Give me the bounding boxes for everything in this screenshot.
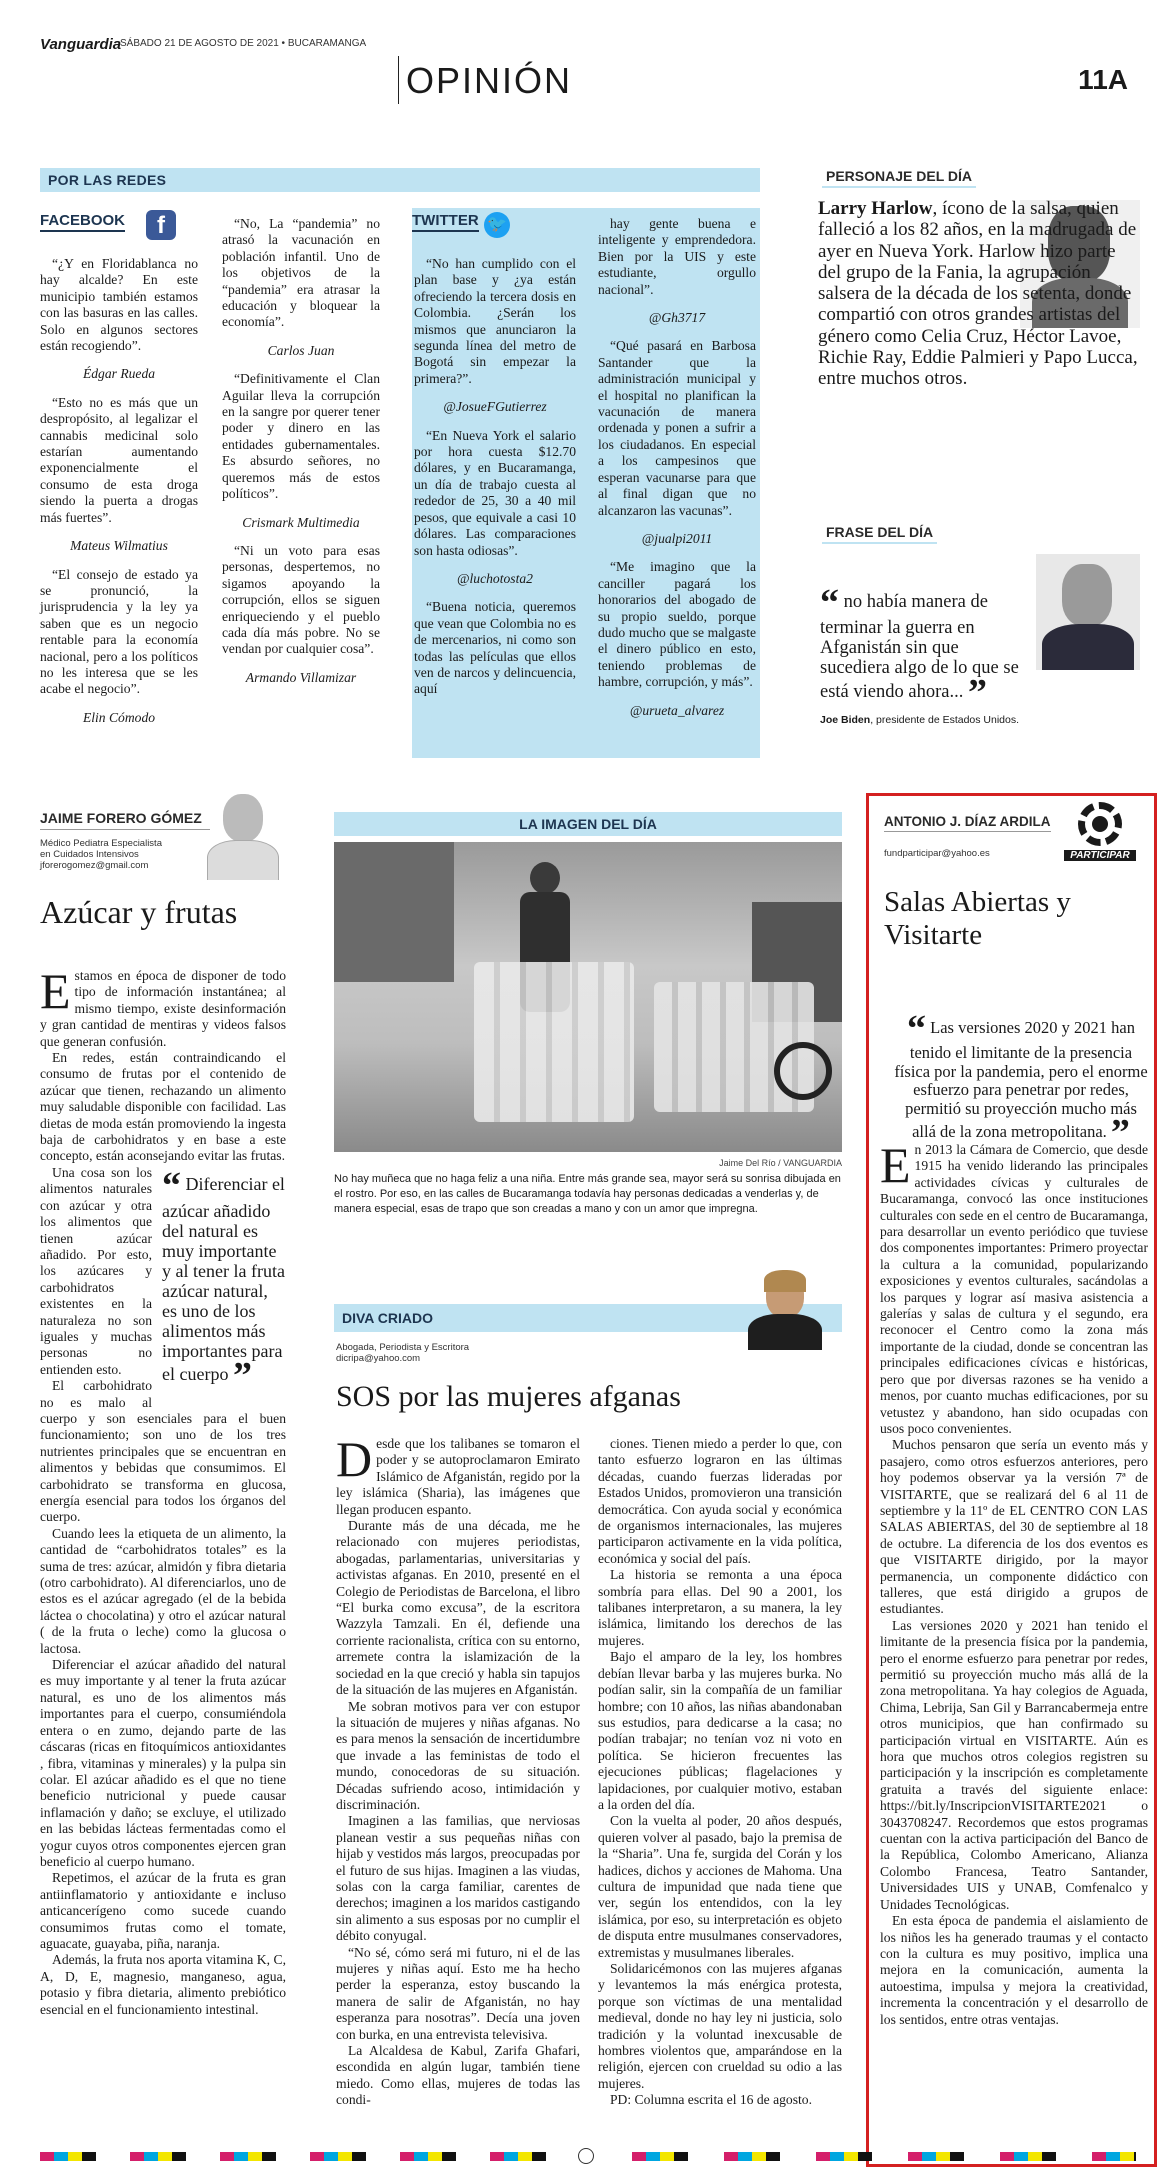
comment-text: “Buena noticia, queremos que vean que Colombia no es de mercenarios, ni como son todas las películas que ellos ven de narcos y delincuencia, aquí [414, 599, 576, 697]
facebook-label-row [40, 212, 190, 248]
print-color-bar-left [40, 2152, 580, 2161]
close-quote-icon: ” [232, 1354, 252, 1397]
diaz-paragraph: Las versiones 2020 y 2021 han tenido el limitante de la presencia física por la pandemia, pero el enorme esfuerzo para penetrar por redes, permitió su proyección mucho más allá de la zona metropolitana. Ya hay colegios de Aguada, Chima, Lebrija, San Gil y Barrancabermeja entre otros municipios, que han confirmado su participación virtual en VISITARTE. Aún es hora que muchos otros colegios registren su participación y la inscripción es completamente gratuita a través del siguiente enlace: https://bit.ly/InscripcionVISITARTE2021 o 3043708247. Recordemos que estos programas cuentan con la activa participación del Banco de la República, Colombo Americano, Alianza Colombo Francesa, Teatro Santander, Universidades UIS y UNAB, Comfenalco y Unidades Tecnológicas. [880, 1617, 1148, 1912]
section-title: OPINIÓN [406, 60, 573, 101]
diaz-paragraph: n 2013 la Cámara de Comercio, que desde 1915 ha venido liderando las principales actividades cívicas y culturales de Bucaramanga, convocó las once instituciones culturales con sede en el centro de Bucaramanga, para desarrollar un evento periódico que tuviese dos componentes importantes: Primero proyectar la cultura a la comunidad, popularizando exposiciones y eventos culturales, sacándolas a los parques y lograr así masiva asistencia a galerías y salas de cultura y el segundo, era reconocer el Centro como la zona más importante de la ciudad, donde se concentran las principales edificaciones cívicas e históricas, pero que por diversas razones se ha venido a menos, por cuanto muchas edificaciones, por su vetustez y abandono, han sido ocupadas con usos poco convenientes. [880, 1142, 1148, 1436]
comment-author: Carlos Juan [267, 342, 335, 358]
comment-author: Armando Villamizar [245, 669, 357, 685]
photo-caption: No hay muñeca que no haga feliz a una niña. Entre más grande sea, mayor será su sonrisa dibujada en el rostro. Por eso, en las calles de Bucaramanga todavía hay personas dedicadas a venderlas y, de manera especial, esas de trapo que son creadas a mano y con un amor que impregna. [334, 1173, 841, 1215]
forero-paragraph: Cuando lees la etiqueta de un alimento, la cantidad de “carbohidratos totales” es la suma de tres: azúcar, almidón y fibra dietaria (otro carbohidrato). Al diferenciarlos, uno de estos es el azúcar agregado (el de la bebida láctea o chocolatina) y otro el azúcar natural ( de la fruta o leche) como la glucosa o lactosa. [40, 1525, 286, 1656]
diaz-byline: ANTONIO J. DÍAZ ARDILA [884, 814, 1051, 832]
comment-author: @urueta_alvarez [629, 702, 725, 718]
comment-text: “¿Y en Floridablanca no hay alcalde? En este municipio también estamos con las basuras en las calles. Solo en algunos sectores están recogiendo”. [40, 256, 198, 354]
diva-paragraph [336, 1431, 580, 1518]
twitter-label-row [412, 212, 532, 248]
frase-quote-text: no había manera de terminar la guerra en Afganistán sin que sucediera algo de lo que se está viendo ahora... [820, 592, 1019, 702]
forero-body [40, 963, 286, 2018]
diva-paragraph: Solidaricémonos con las mujeres afganas y levantemos la más enérgica protesta, porque son víctimas de una mentalidad medieval, donde no hay ley ni justicia, solo tradición y la voluntad inexcusable de hombres violentos que, amparándose en la religión, ejercen con crueldad su odio a las mujeres. [598, 1961, 842, 2091]
close-quote-icon: ” [967, 672, 987, 714]
personaje-body: , ícono de la salsa, quien falleció a los 82 años, en la madrugada de ayer en Nueva York. Harlow hizo parte del grupo de la Fania, la agrupación salsera de la década de los setenta, donde compartió con otros grandes artistas del género como Celia Cruz, Héctor Lavoe, Richie Ray, Eddie Palmieri y Papo Lucca, entre muchos otros. [818, 198, 1138, 390]
comment-author: Mateus Wilmatius [70, 538, 168, 554]
diva-byline: DIVA CRIADO [342, 1310, 433, 1326]
photo-of-the-day [334, 842, 842, 1152]
twitter-col-1 [414, 252, 576, 698]
page-number: 11A [1078, 64, 1128, 95]
facebook-icon: f [146, 210, 176, 240]
facebook-col-1 [40, 252, 198, 738]
twitter-label: TWITTER [412, 212, 479, 232]
facebook-label: FACEBOOK [40, 212, 125, 232]
forero-dropcap: E [40, 963, 71, 1019]
facebook-col-2 [222, 212, 380, 698]
comment-text: hay gente buena e inteligente y emprendedora. Bien por la UIS y este estudiante, orgullo nacional”. [598, 216, 756, 297]
twitter-icon: 🐦 [484, 212, 510, 238]
diva-bio-line: Abogada, Periodista y Escritora [336, 1342, 470, 1353]
frase-header: FRASE DEL DÍA [822, 524, 937, 544]
issue-date: SÁBADO 21 DE AGOSTO DE 2021 • BUCARAMANGA [120, 38, 367, 49]
comment-text: “No, La “pandemia” no atrasó la vacunación en población infantil. Uno de los objetivos de la “pandemia” era atrasar la educación y bloquear la economía”. [222, 216, 380, 330]
frase-author-role: , presidente de Estados Unidos. [870, 714, 1020, 726]
diva-paragraph: Durante más de una década, me he relacionado con mujeres periodistas, abogadas, parlamentarias, universitarias y activistas afganas. En 2010, presenté en el Colegio de Periodistas de Barcelona, el libro “El burka como excusa”, de la escritora Wazzyla Tamzali. En él, defiende una corriente racionalista, crítica con su entorno, arremete contra la islamización de la sociedad en la que creció y habla sin tapujos de la situación de las mujeres en Afganistán. [336, 1518, 580, 1698]
forero-paragraph: Repetimos, el azúcar de la fruta es gran antiinflamatorio y antioxidante e incluso anticancerígeno como sucede cuando consumimos frutas como el tomate, aguacate, guayaba, piña, naranja. [40, 1870, 286, 1951]
diva-paragraph: “No sé, cómo será mi futuro, ni el de las mujeres y niñas aquí. Esto me ha hecho perder la esperanza, estoy buscando la manera de salir de Afganistán, no hay esperanza para nosotras”. Decía una joven con burka, en una entrevista televisiva. [336, 1944, 580, 2042]
diva-paragraph: Imaginen a las familias, que nerviosas planean vestir a sus pequeñas niñas con hijab y vestidos más largos, preocupadas por el futuro de sus hijas. Imaginen a las viudas, solas con la carga familiar, carentes de derechos; imaginen a los maridos castigando sin alimento a sus esposas por no cumplir el débito conyugal. [336, 1813, 580, 1944]
forero-title: Azúcar y frutas [40, 894, 238, 930]
diva-paragraph: La Alcaldesa de Kabul, Zarifa Ghafari, escondida en algún lugar, también tiene miedo. Como ellas, mujeres de todas las condi- [336, 2043, 580, 2108]
personaje-name: Larry Harlow [818, 198, 933, 219]
comment-text: “Esto no es más que un despropósito, al legalizar el cannabis medicinal solo estarían aumentando exponencialmente el consumo de esta droga siendo la puerta a drogas más fuertes”. [40, 394, 198, 525]
diva-dropcap: D [336, 1431, 373, 1487]
comment-text: “Qué pasará en Barbosa Santander que la administración municipal y el hospital no planifican la vacunación de manera ordenada y ponen a sufrir a los ciudadanos. En especial a los campesinos que esperan vacunarse para que al final digan que no alcanzaron las vacunas”. [598, 338, 756, 518]
forero-paragraph: En redes, están contraindicando el consumo de frutas por el contenido de azúcar que tienen, rechazando un alimento muy saludable disponible con facilidad. Las dietas de moda están promoviendo la ingesta baja de carbohidratos y en base a este concepto, están aconsejando evitar las frutas. [40, 1050, 286, 1164]
comment-text: “Ni un voto para esas personas, despertemos, no sigamos apoyando la corrupción, ellos se siguen enriqueciendo y el pueblo cada día más pobre. No se vendan por cualquier cosa”. [222, 542, 380, 657]
forero-paragraph: Diferenciar el azúcar añadido del natural es muy importante y al tener la fruta azúcar natural, es uno de los alimentos más importantes para el cuerpo, consumiéndola entera o en zumo, dejando parte de las cáscaras (ricas en fitoquímicos antioxidantes , fibra, vitaminas y minerales) y la pulpa sin colar. El azúcar añadido es el que no tiene beneficio nutricional y puede causar inflamación y daño; se excluye, el utilizado en las bebidas lácteas fermentadas como el yogur cuyos otros componentes ejercen gran beneficio al cuerpo humano. [40, 1657, 286, 1869]
diaz-title: Salas Abiertas y Visitarte [884, 886, 1071, 951]
diva-paragraph: Bajo el amparo de la ley, los hombres debían llevar barba y las mujeres burka. No podían salir, sin la compañía de un familiar hombre; con 10 años, las niñas abandonaban sus estudios, para dedicarse a la casa; no podían trabajar; no tenían voz ni voto en política. Se hicieron frecuentes las ejecuciones públicas; flagelaciones y lapidaciones, por cualquier motivo, estaban a la orden del día. [598, 1649, 842, 1812]
forero-bio-line2: en Cuidados Intensivos [40, 849, 139, 860]
diaz-paragraph: Muchos pensaron que sería un evento más y pasajero, como otros esfuerzos anteriores, pero hoy podemos observar ya la versión 7ª de VISITARTE, que se realizará del 6 al 11 de septiembre y la 11º de EL CENTRO CON LAS SALAS ABIERTAS, del 30 de septiembre al 18 de octubre. La diferencia de los dos eventos es que VISITARTE dirigido, por la mayor permanencia, un componente didáctico con talleres, que está dirigido a grupos de estudiantes. [880, 1437, 1148, 1617]
forero-bio-line1: Médico Pediatra Especialista [40, 838, 162, 849]
diva-col-1 [336, 1431, 580, 2109]
twitter-col-2 [598, 212, 756, 731]
imagen-header: LA IMAGEN DEL DÍA [334, 812, 842, 836]
diva-col-2 [598, 1436, 842, 2109]
redes-header: POR LAS REDES [40, 168, 760, 192]
diva-paragraph: PD: Columna escrita el 16 de agosto. [610, 2092, 812, 2108]
forero-bio [40, 838, 210, 871]
photo-credit: Jaime Del Río / VANGUARDIA [719, 1158, 842, 1168]
participar-logo-text: PARTICIPAR [1064, 850, 1136, 861]
forero-paragraph: Además, la fruta nos aporta vitamina K, C, A, D, E, magnesio, manganeso, agua, potasio y fibra dietaria, alimento prebiótico esencial en el funcionamiento intestinal. [40, 1952, 286, 2017]
comment-author: @JosueFGutierrez [443, 399, 547, 415]
comment-author: @Gh3717 [648, 310, 706, 326]
diva-avatar [740, 1270, 830, 1350]
personaje-text [818, 198, 1138, 390]
diva-title: SOS por las mujeres afganas [336, 1380, 681, 1413]
forero-paragraph: El carbohidrato no es malo al cuerpo y son esenciales para el buen funcionamiento; son uno de los tres nutrientes principales que se encuentran en alimentos y bebidas que consumimos. El carbohidrato se transforma en glucosa, energía esencial para todos los órganos del cuerpo. [40, 1378, 286, 1525]
personaje-header: PERSONAJE DEL DÍA [822, 168, 976, 188]
comment-text: “No han cumplido con el plan base y ¿ya están ofreciendo la tercera dosis en Colombia. ¿Serán los mismos que anunciaron la segunda línea del metro de Bogotá sin empezar la primera?”. [414, 256, 576, 386]
diva-paragraph: Con la vuelta al poder, 20 años después, quieren volver al pasado, bajo la premisa de la “Sharia”. Una fe, surgida del Corán y los hadices, dichos y acciones de Mahoma. Una cultura de impunidad que nada tiene que ver, según los entendidos, con la ley islámica, por eso, su interpretación es objeto de disputa entre musulmanes conservadores, extremistas y musulmanes liberales. [598, 1813, 842, 1960]
close-quote-icon: ” [1110, 1112, 1130, 1155]
forero-paragraph: stamos en época de disponer de todo tipo de información instantánea; al mismo tiempo, existe desinformación y gran cantidad de mentiras y videos falsos que generan confusión. [40, 968, 286, 1049]
forero-paragraph: Una cosa son los alimentos naturales con azúcar y otra los alimentos que tienen azúcar añadido. Por esto, los azúcares y carbohidratos existentes en la naturaleza no son iguales y muchas personas no entienden esto. [40, 1164, 152, 1377]
participar-logo [1064, 802, 1136, 870]
diva-email: dicripa@yahoo.com [336, 1353, 421, 1364]
open-quote-icon: “ [907, 1008, 927, 1050]
diaz-dropcap: E [880, 1137, 911, 1193]
diva-paragraph: ciones. Tienen miedo a perder lo que, con tanto esfuerzo lograron en las últimas décadas, cuando fuerzas lideradas por Estados Unidos, promovieron una transición democrática. Con ayuda social y económica de organismos internacionales, las mujeres participaron activamente en la vida política, económica y social del país. [598, 1436, 842, 1566]
registration-mark-icon [578, 2148, 594, 2164]
masthead [40, 34, 1140, 104]
forero-email: jforerogomez@gmail.com [40, 860, 149, 871]
open-quote-icon: “ [162, 1164, 181, 1207]
forero-avatar [205, 794, 281, 880]
forero-pull-text: Diferenciar el azúcar añadido del natural es muy importante y al tener la fruta azúcar natural, es uno de los alimentos más importantes para el cuerpo [162, 1173, 285, 1384]
open-quote-icon: “ [820, 582, 839, 624]
forero-pull-quote [162, 1164, 286, 1397]
frase-author-name: Joe Biden [820, 714, 871, 726]
diva-paragraph: La historia se remonta a una época sombría para ellas. Del 90 a 2001, los talibanes interpretaron, a su manera, la ley islámica, limitando los derechos de las mujeres. [598, 1567, 842, 1648]
diva-paragraph-text: esde que los talibanes se tomaron el poder y se autoproclamaron Emirato Islámico de Afganistán, regido por la ley islámica (Sharia), las imágenes que llegan producen espanto. [336, 1436, 580, 1517]
comment-author: @jualpi2011 [641, 530, 713, 546]
comment-author: Édgar Rueda [82, 366, 156, 382]
section-divider [398, 56, 399, 104]
frase-author [820, 714, 1019, 726]
comment-author: Crismark Multimedia [242, 514, 360, 530]
diaz-paragraph: En esta época de pandemia el aislamiento de los niños les ha generado traumas y el contacto con la cultura es muy positivo, implica una mejora en la comunicación, aumenta la autoestima, impulsa y mejora la creatividad, incrementa la concentración y el desarrollo de los sentidos, entre otras ventajas. [880, 1913, 1148, 2027]
comment-text: “Definitivamente el Clan Aguilar lleva la corrupción en la sangre por querer tener poder y dinero en las entidades gubernamentales. Es absurdo señores, no queremos más de estos políticos”. [222, 371, 380, 502]
diaz-pull-quote [894, 1008, 1148, 1155]
frase-quote [820, 582, 1032, 714]
diaz-email: fundparticipar@yahoo.es [884, 848, 990, 859]
brand-logo: Vanguardia [40, 36, 122, 53]
comment-text: “Me imagino que la canciller pagará los honorarios del abogado de su propio sueldo, porque dudo mucho que se malgaste el dinero público en esto, teniendo problemas de hambre, corrupción, y más”. [598, 559, 756, 690]
diva-paragraph: Me sobran motivos para ver con estupor la situación de mujeres y niñas afganas. No es para menos la sensación de incertidumbre que invade a las feministas de todo el mundo, conocedoras de su situación. Décadas sufriendo acoso, intimidación y discriminación. [336, 1698, 580, 1812]
diva-bio [336, 1342, 469, 1364]
diaz-pull-text: Las versiones 2020 y 2021 han tenido el limitante de la presencia física por la pandemia, pero el enorme esfuerzo para penetrar por redes, permitió su proyección mucho más allá de la zona metropolitana. [894, 1018, 1148, 1142]
comment-text: “En Nueva York el salario por hora cuesta $12.70 dólares, y en Bucaramanga, un día de trabajo cuesta al rededor de 25, 30 a 40 mil pesos, que equivale a casi 10 dólares. Las comparaciones son hasta odiosas”. [414, 427, 576, 558]
print-color-bar-right [596, 2152, 1136, 2161]
comment-author: @luchotosta2 [457, 570, 533, 586]
frase-photo [1036, 554, 1140, 670]
diaz-body [880, 1137, 1148, 2028]
comment-author: Elin Cómodo [82, 709, 156, 725]
forero-byline: JAIME FORERO GÓMEZ [40, 810, 210, 830]
comment-text: “El consejo de estado ya se pronunció, la jurisprudencia y la ley ya saben que es un negocio rentable para la economía nacional, pero a los políticos no les interesa que se les acabe el negocio”. [40, 566, 198, 697]
